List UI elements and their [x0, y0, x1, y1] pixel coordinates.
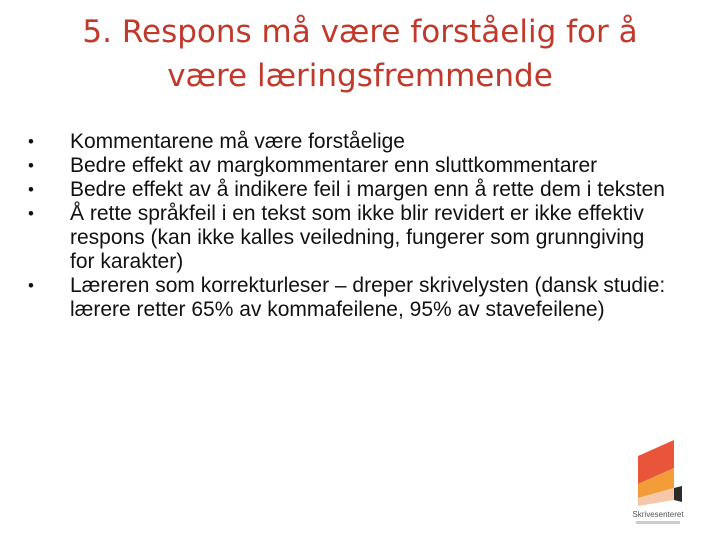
bullet-dot: •: [28, 132, 34, 151]
bullet-dot: •: [28, 180, 34, 199]
skrivesenteret-logo: [630, 440, 686, 530]
bullet-text: Kommentarene må være forståelige: [70, 130, 405, 153]
list-item: [28, 202, 668, 274]
bullet-dot: •: [28, 156, 34, 175]
list-item: [28, 130, 668, 154]
list-item: [28, 154, 668, 178]
logo-subline: [636, 521, 680, 524]
logo-text: Skrivesenteret: [632, 510, 684, 519]
list-item: [28, 178, 668, 202]
bullet-text: Bedre effekt av margkommentarer enn sluttkommentarer: [70, 154, 598, 177]
bullet-dot: •: [28, 276, 34, 295]
bullet-text: Å rette språkfeil i en tekst som ikke blir revidert er ikke effektiv respons (kan ikke kalles veiledning, fungerer som grunngiving for karakter): [70, 202, 645, 273]
slide-title: 5. Respons må være forståelig for å være læringsfremmende: [82, 14, 638, 94]
bullet-list: [28, 130, 668, 322]
logo-mark-icon: [630, 440, 686, 510]
bullet-dot: •: [28, 204, 34, 223]
bullet-text: Bedre effekt av å indikere feil i margen enn å rette dem i teksten: [70, 178, 665, 201]
list-item: [28, 274, 668, 322]
bullet-text: Læreren som korrekturleser – dreper skrivelysten (dansk studie: lærere retter 65% av kommafeilene, 95% av stavefeilene): [70, 274, 666, 321]
